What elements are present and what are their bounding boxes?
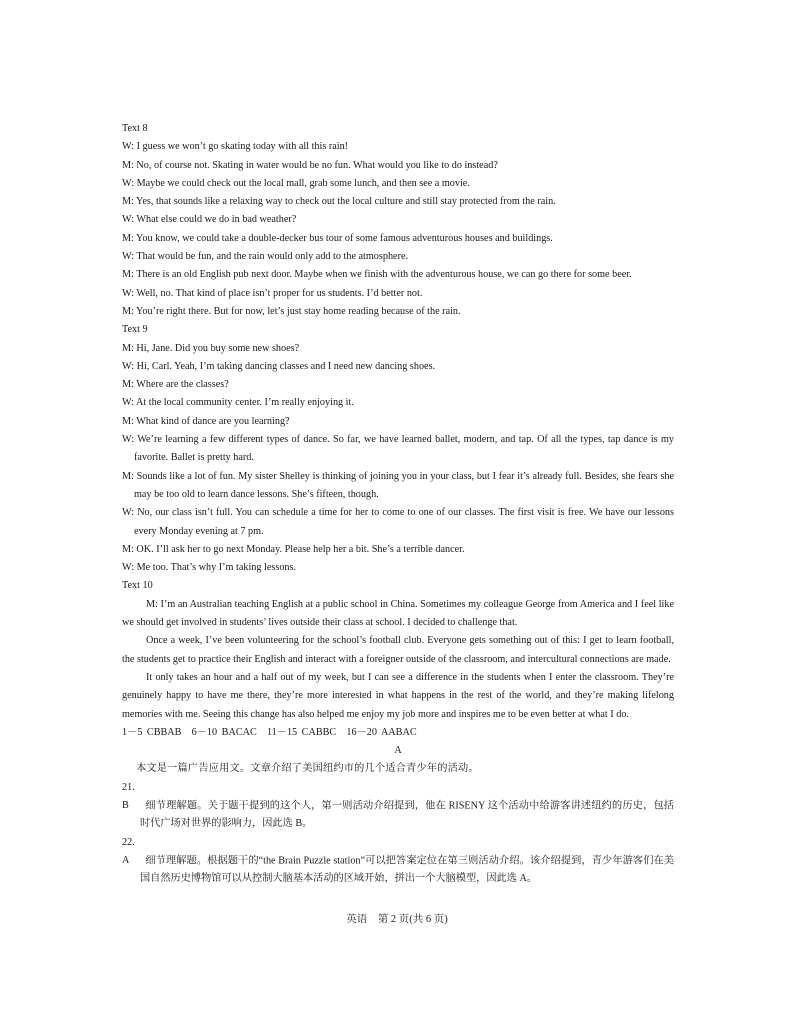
dialogue-line: M: Where are the classes? — [122, 379, 229, 391]
section-a-intro: 本文是一篇广告应用文。文章介绍了美国纽约市的几个适合青少年的活动。 — [136, 763, 479, 775]
text9-section — [122, 321, 674, 577]
dialogue-line: M: You’re right there. But for now, let’s just stay home reading because of the rain. — [122, 305, 461, 317]
item-number: 22. A — [122, 836, 135, 866]
dialogue-line: W: Well, no. That kind of place isn’t proper for us students. I’d better not. — [122, 287, 423, 299]
dialogue-line: M: You know, we could take a double-decker bus tour of some famous adventurous houses and buildings. — [122, 232, 553, 244]
dialogue-line: W: Maybe we could check out the local mall, grab some lunch, and then see a movie. — [122, 177, 470, 189]
text10-section — [122, 577, 674, 723]
item-number: 21. B — [122, 781, 135, 811]
section-a — [122, 742, 674, 888]
monologue-paragraph: It only takes an hour and a half out of my week, but I can see a difference in the students when I enter the classroom. They’re genuinely happy to have me there, they’re more interested in what happens in the rest of the world, and they’re making lifelong memories with me. Seeing this change has also helped me enjoy my job more and inspires me to be even better at what I do. — [122, 671, 674, 720]
dialogue-line: M: OK. I’ll ask her to go next Monday. Please help her a bit. She’s a terrible dancer. — [122, 543, 465, 555]
dialogue-line: M: No, of course not. Skating in water would be no fun. What would you like to do instead? — [122, 159, 498, 171]
dialogue-line: M: Yes, that sounds like a relaxing way to check out the local culture and still stay protected from the rain. — [122, 196, 556, 208]
dialogue-line: W: At the local community center. I’m really enjoying it. — [122, 397, 354, 409]
text9-heading: Text 9 — [122, 324, 148, 336]
dialogue-line: M: Sounds like a lot of fun. My sister Shelley is thinking of joining you in your class, but I fear it’s already full. Besides, she fears she may be too old to learn dance lessons. She’s fifteen, though. — [122, 470, 674, 500]
answer-key: 1－5 CBBAB 6－10 BACAC 11－15 CABBC 16－20 AABAC — [122, 726, 417, 738]
explanation-item — [122, 779, 674, 834]
dialogue-line: W: Hi, Carl. Yeah, I’m taking dancing classes and I need new dancing shoes. — [122, 360, 436, 372]
text10-heading: Text 10 — [122, 580, 153, 592]
section-a-label: A — [394, 745, 402, 757]
page-content — [122, 120, 674, 888]
item-text: 细节理解题。关于题干提到的这个人，第一则活动介绍提到，他在 RISENY 这个活动中给游客讲述纽约的历史，包括时代广场对世界的影响力，因此选 B。 — [140, 799, 674, 830]
text8-section — [122, 120, 674, 321]
dialogue-line: W: We’re learning a few different types of dance. So far, we have learned ballet, modern, and tap. Of all the types, tap dance is my favorite. Ballet is pretty hard. — [122, 434, 674, 464]
text8-heading: Text 8 — [122, 123, 148, 134]
dialogue-line: M: What kind of dance are you learning? — [122, 415, 290, 427]
monologue-paragraph: M: I’m an Australian teaching English at a public school in China. Sometimes my colleague George from America and I feel like we should get involved in students’ lives outside their class at school. I decided to challenge that. — [122, 598, 674, 629]
dialogue-line: W: No, our class isn’t full. You can schedule a time for her to come to one of our classes. The first visit is free. We have our lessons every Monday evening at 7 pm. — [122, 507, 674, 537]
dialogue-line: W: I guess we won’t go skating today with all this rain! — [122, 141, 349, 153]
page-footer: 英语 第 2 页(共 6 页) — [346, 914, 448, 925]
explanation-item — [122, 834, 674, 889]
dialogue-line: W: What else could we do in bad weather? — [122, 214, 297, 226]
dialogue-line: M: There is an old English pub next door. Maybe when we finish with the adventurous house, we can go there for some beer. — [122, 269, 632, 281]
dialogue-line: W: That would be fun, and the rain would only add to the atmosphere. — [122, 251, 409, 263]
item-text: 细节理解题。根据题干的“the Brain Puzzle station”可以把答案定位在第三则活动介绍。该介绍提到，青少年游客们在美国自然历史博物馆可以从控制大脑基本活动的区域开始，拼出一个大脑模型，因此选 A。 — [140, 854, 674, 885]
dialogue-line: W: Me too. That’s why I’m taking lessons. — [122, 562, 297, 574]
monologue-paragraph: Once a week, I’ve been volunteering for the school’s football club. Everyone gets something out of this: I get to learn football, the students get to practice their English and interact with a foreigner outside of the classroom, and intercultural connections are made. — [122, 635, 674, 665]
dialogue-line: M: Hi, Jane. Did you buy some new shoes? — [122, 342, 300, 354]
